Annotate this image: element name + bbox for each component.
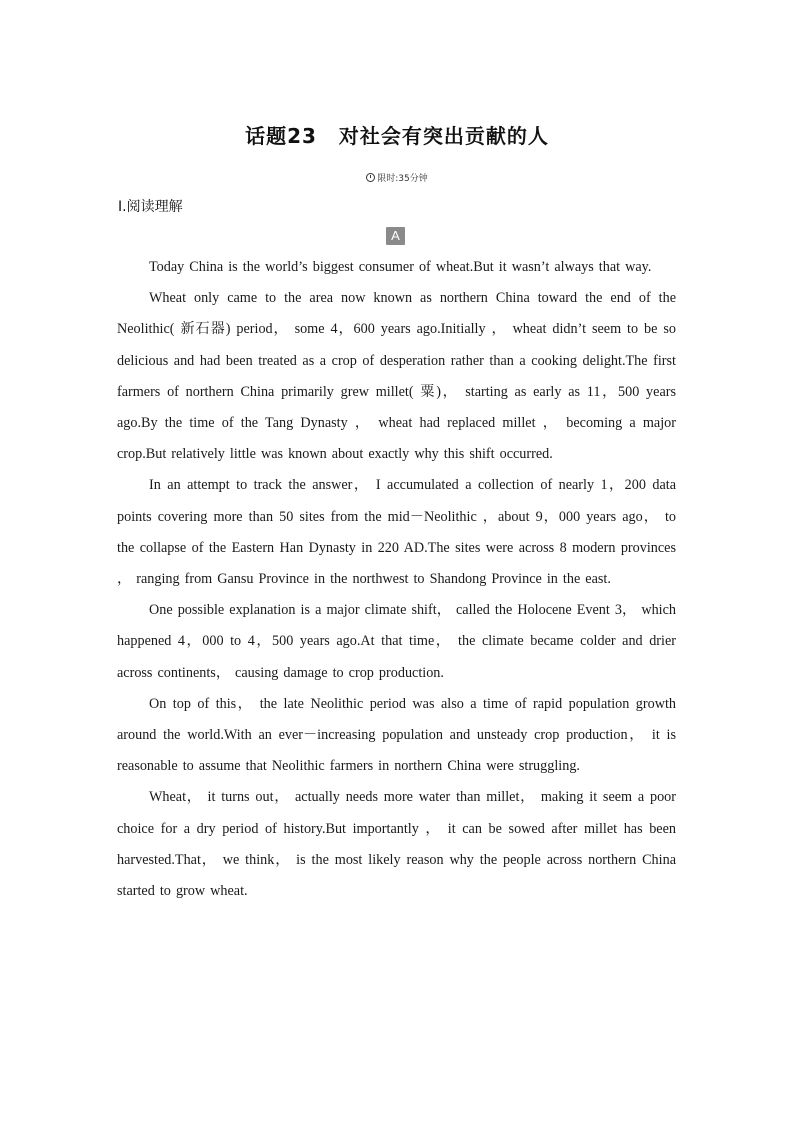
paragraph: In an attempt to track the answer， I accumulated a collection of nearly 1，200 data points covering more than 50 sites from the mid－Neolithic ，about 9，000 years ago， to the collapse of the Eastern Han Dynasty in 220 AD.The sites were across 8 modern provinces ， ranging from Gansu Province in the northwest to Shandong Province in the east.	[117, 477, 676, 588]
reading-passage	[117, 252, 676, 907]
paragraph: Wheat， it turns out， actually needs more water than millet， making it seem a poor choice for a dry period of history.But importantly ， it can be sowed after millet has been harvested.That， we think， is the most likely reason why the people across northern China started to grow wheat.	[117, 789, 676, 900]
time-limit-text: 限时:35分钟	[377, 174, 428, 184]
section-heading: Ⅰ.阅读理解	[118, 199, 183, 215]
time-limit	[0, 171, 794, 184]
paragraph: On top of this， the late Neolithic period was also a time of rapid population growth around the world.With an ever－increasing population and unsteady crop production， it is reasonable to assume that Neolithic farmers in northern China were struggling.	[117, 695, 676, 775]
page-title	[0, 120, 794, 149]
clock-icon	[366, 173, 375, 182]
topic-name: 对社会有突出贡献的人	[338, 124, 549, 148]
passage-badge: A	[386, 227, 405, 245]
paragraph: One possible explanation is a major climate shift， called the Holocene Event 3， which happened 4，000 to 4，500 years ago.At that time， the climate became colder and drier across continents， causing damage to crop production.	[117, 602, 676, 681]
topic-number: 话题23	[245, 124, 317, 148]
paragraph: Wheat only came to the area now known as northern China toward the end of the Neolithic( 新石器) period， some 4，600 years ago.Initially ， wheat didn’t seem to be so delicious and had been treated as a crop of desperation rather than a cooking delight.The first farmers of northern China primarily grew millet( 粟)， starting as early as 11，500 years ago.By the time of the Tang Dynasty ， wheat had replaced millet ， becoming a major crop.But relatively little was known about exactly why this shift occurred.	[117, 290, 676, 463]
paragraph: Today China is the world’s biggest consumer of wheat.But it wasn’t always that way.	[149, 259, 652, 275]
